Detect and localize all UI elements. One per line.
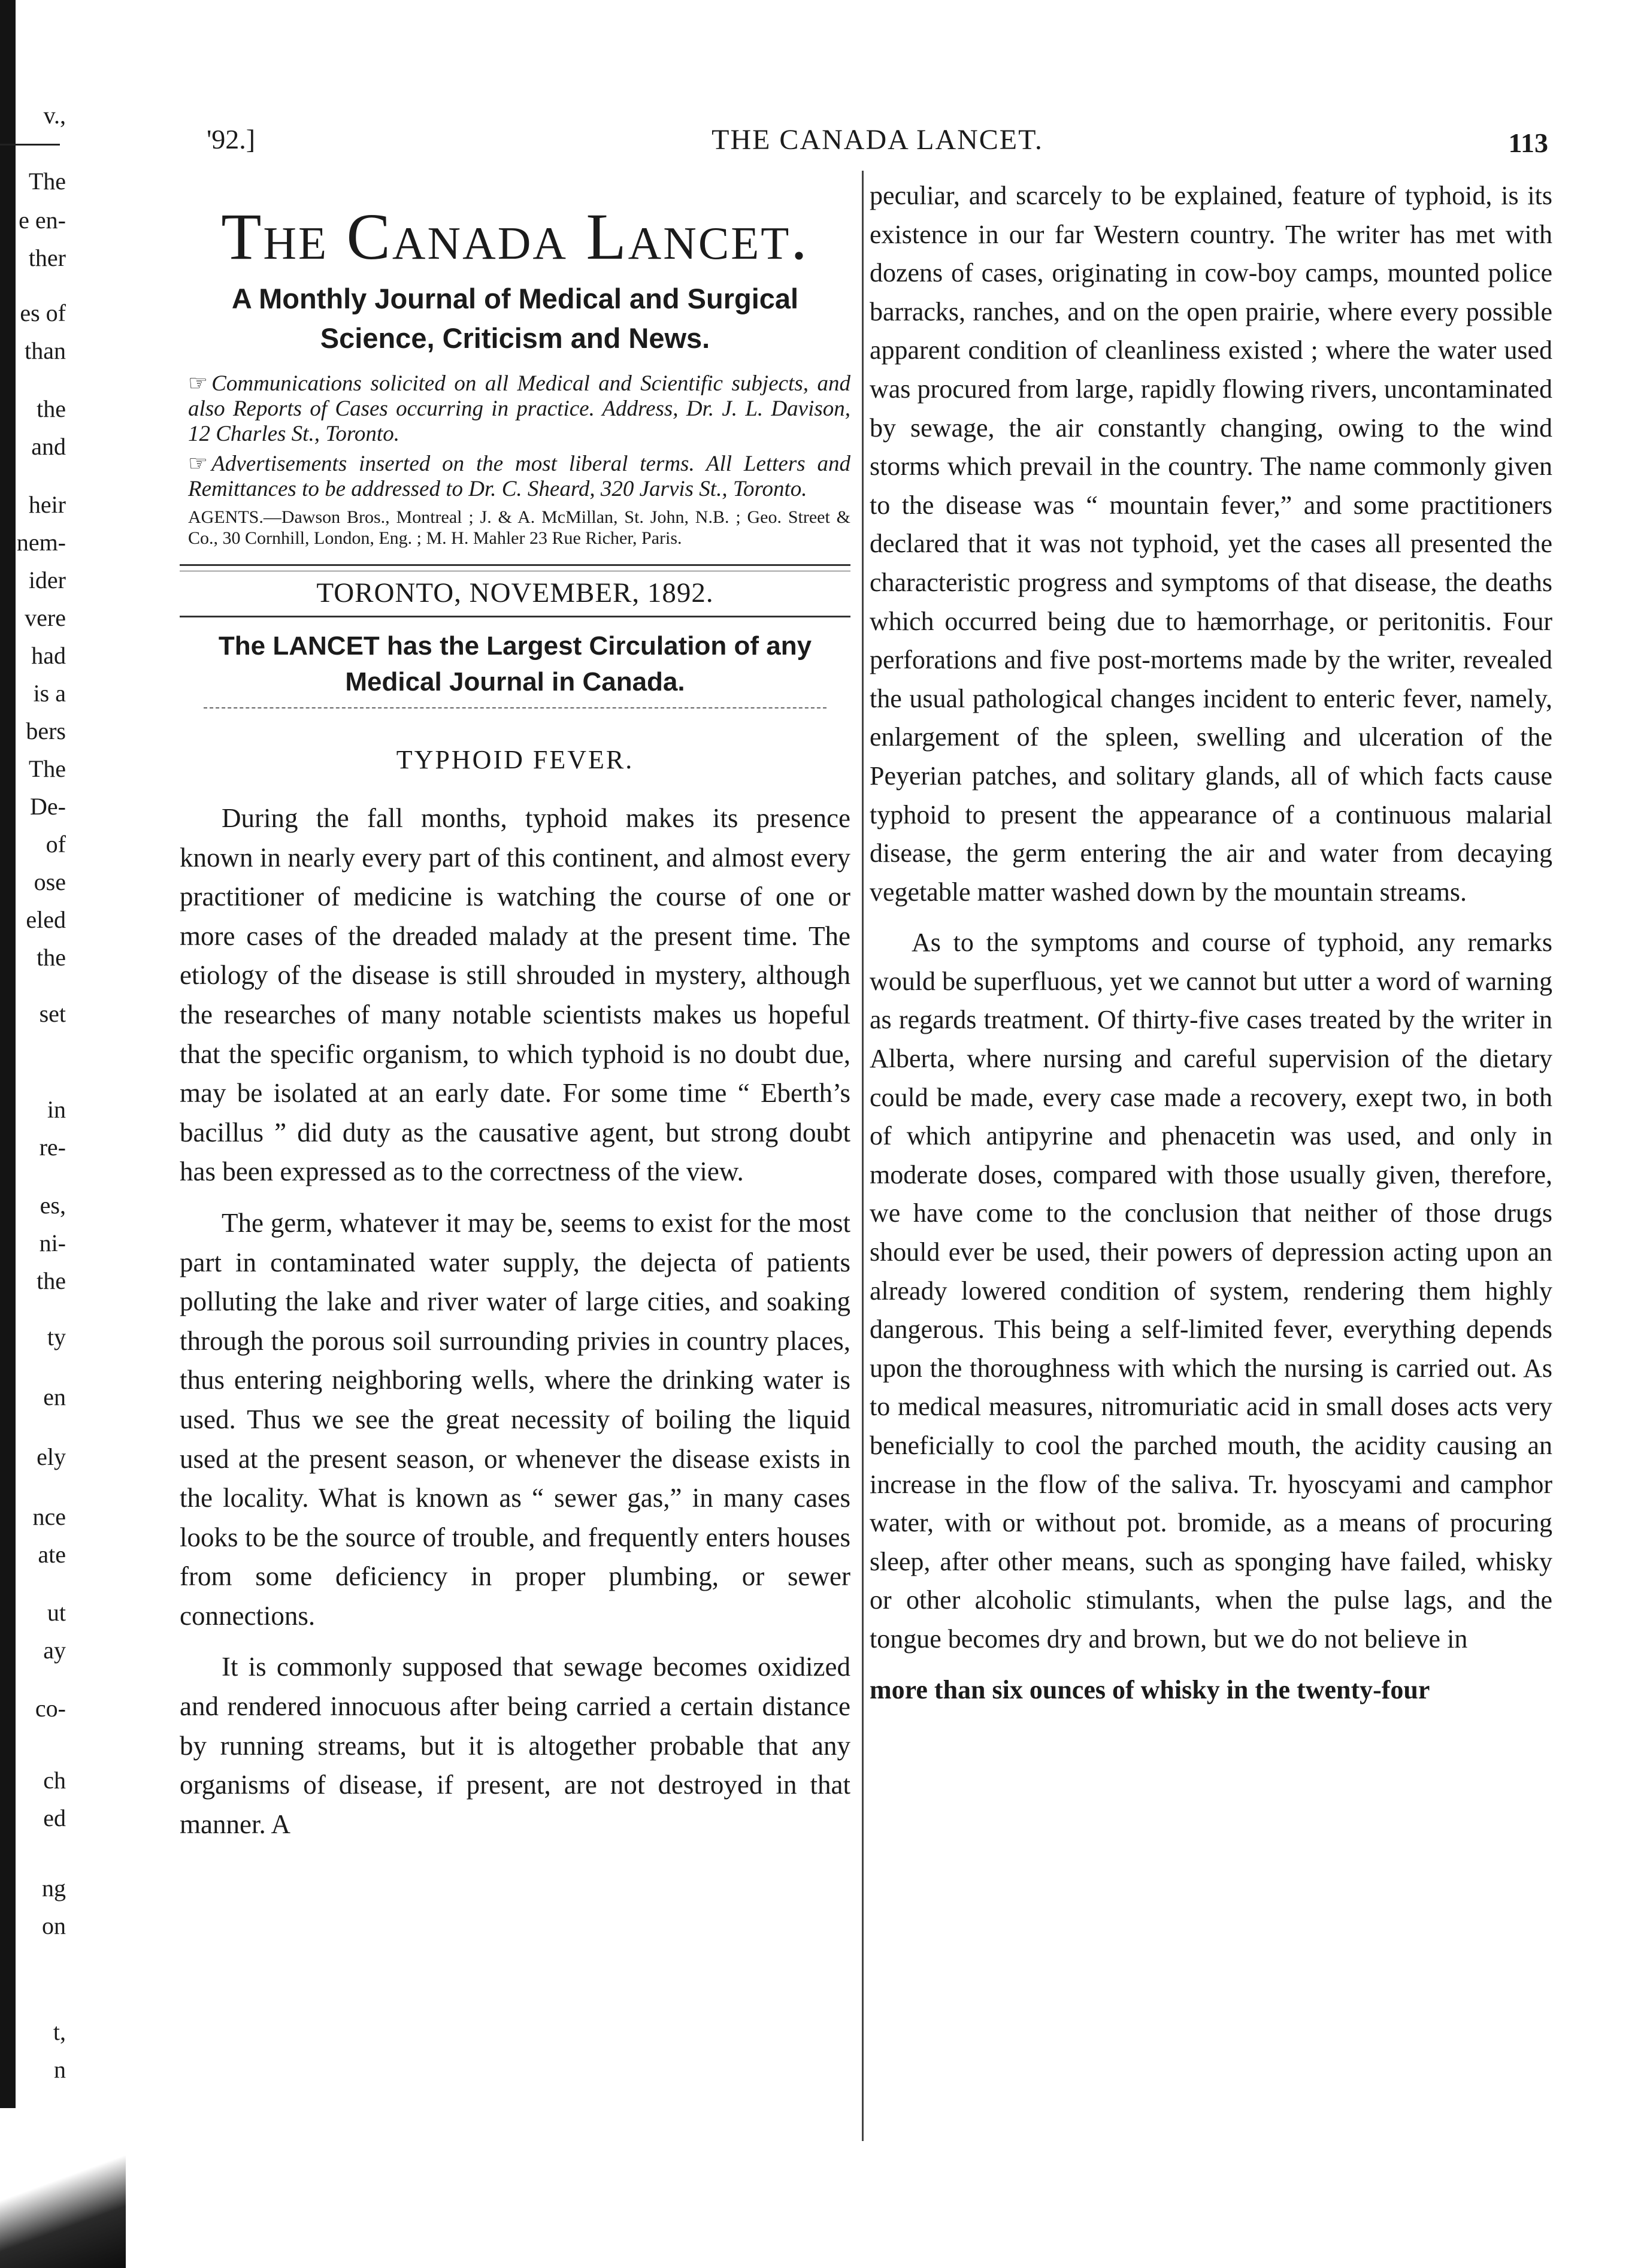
right-column (870, 177, 1552, 1721)
advertisements-notice (180, 452, 850, 502)
fragment: ed (43, 1804, 66, 1831)
paragraph: As to the symptoms and course of typhoid, any remarks would be superfluous, yet we cannot but utter a word of warning as regards treatment. Of thirty-five cases treated by the writer in Alberta, where nursing and careful supervision of the dietary could be made, every case made a recovery, exept two, in both of which antipyrine and phenacetin was used, and only in moderate doses, compared with those usually given, therefore, we have come to the conclusion that neither of those drugs should ever be used, their powers of depression acting upon an already lowered condition of system, rendering them highly dangerous. This being a self-limited fever, everything depends upon the thoroughness with which the nursing is carried out. As to medical measures, nitromuriatic acid in small doses acts very beneficially to cool the parched mouth, the acidity causing an increase in the flow of the saliva. Tr. hyoscyami and camphor water, with or without pot. bromide, as a means of procuring sleep, after other means, such as sponging have failed, whisky or other alcoholic stimulants, when the pulse lags, and the tongue becomes dry and brown, but we do not believe in (870, 928, 1552, 1654)
fragment: is a (33, 680, 66, 707)
previous-page-fragments (0, 90, 66, 2126)
paragraph: The germ, whatever it may be, seems to exist for the most part in contaminated water supply, the dejecta of patients polluting the lake and river water of large cities, and soaking through the porous soil surrounding privies in country places, thus entering neighboring wells, where the drinking water is used. Thus we see the great necessity of boiling the liquid used at the present season, or whenever the disease exists in the locality. What is known as “ sewer gas,” in many cases looks to be the source of trouble, and frequently enters houses from some deficiency in proper plumbing, or sewer connections. (180, 1207, 850, 1631)
fragment: the (37, 1267, 66, 1294)
fragment: vere (25, 604, 66, 631)
fragment: ch (43, 1767, 66, 1794)
running-head (207, 120, 1548, 162)
fragment: on (42, 1912, 66, 1939)
paragraph: It is commonly supposed that sewage becomes oxidized and rendered innocuous after being carried a certain distance by running streams, but it is altogether probable that any organisms of disease, if present, are not destroyed in that manner. A (180, 1652, 850, 1839)
rule (180, 616, 850, 617)
year-marker: '92.] (207, 124, 256, 155)
fragment: and (31, 433, 66, 460)
fragment: en (43, 1383, 66, 1410)
fragment: es of (20, 299, 66, 326)
fragment: v., (43, 102, 66, 129)
rule (204, 707, 826, 708)
fragment: ni- (39, 1230, 66, 1256)
fragment: had (31, 642, 66, 669)
paragraph: During the fall months, typhoid makes its presence known in nearly every part of this continent, and almost every practitioner of medicine is watching the course of one or more cases of the dreaded malady at the present time. The etiology of the disease is still shrouded in mystery, although the researches of many notable scientists makes us hopeful that the specific organism, to which typhoid is no doubt due, may be isolated at an early date. For some time “ Eberth’s bacillus ” did duty as the causative agent, but strong doubt has been expressed as to the correctness of the view. (180, 803, 850, 1187)
fragment: in (47, 1096, 66, 1123)
fragment: The (28, 755, 66, 782)
fragment: of (46, 831, 66, 858)
fragment: ty (47, 1324, 66, 1350)
advertisements-text: Advertisements inserted on the most liberal terms. All Letters and Remittances to be addressed to Dr. C. Sheard, 320 Jarvis St., Toronto. (188, 452, 850, 501)
dateline: TORONTO, NOVEMBER, 1892. (316, 577, 714, 608)
left-column (180, 180, 850, 1856)
fragment: ut (47, 1599, 66, 1626)
pointing-hand-icon: ☞ (188, 452, 208, 476)
fragment: re- (39, 1134, 66, 1161)
fragment: the (37, 944, 66, 971)
previous-page-rule (0, 144, 60, 146)
fragment: es, (40, 1192, 66, 1219)
fragment: ther (28, 244, 66, 271)
journal-running-title: THE CANADA LANCET. (712, 124, 1043, 156)
page-number: 113 (1508, 128, 1548, 158)
fragment: eled (26, 906, 66, 933)
fragment: The (28, 168, 66, 195)
fragment: nem- (16, 529, 66, 556)
fragment: set (39, 1000, 66, 1027)
fragment: ate (38, 1541, 66, 1568)
column-divider (862, 171, 864, 2141)
fragment: n (54, 2056, 66, 2083)
fragment: than (25, 337, 66, 364)
fragment: ider (28, 567, 66, 594)
fragment: ose (34, 868, 66, 895)
fragment: t, (53, 2018, 66, 2045)
scan-corner-shadow (0, 2108, 126, 2268)
fragment: ay (43, 1637, 66, 1664)
fragment: ng (42, 1875, 66, 1901)
communications-notice (180, 371, 850, 447)
fragment: De- (30, 793, 66, 820)
fragment: nce (32, 1503, 66, 1530)
article-title: TYPHOID FEVER. (396, 745, 634, 774)
pointing-hand-icon: ☞ (188, 371, 208, 396)
fragment: e en- (19, 207, 66, 234)
agents-list: AGENTS.—Dawson Bros., Montreal ; J. & A. McMillan, St. John, N.B. ; Geo. Street & Co., 30 Cornhill, London, Eng. ; M. H. Mahler 23 Rue Richer, Paris. (188, 507, 850, 548)
masthead-title: The Canada Lancet. (221, 200, 809, 273)
fragment: heir (28, 491, 66, 518)
fragment: ely (37, 1443, 66, 1470)
paragraph: peculiar, and scarcely to be explained, feature of typhoid, is its existence in our far Western country. The writer has met with dozens of cases, originating in cow-boy camps, mounted police barracks, ranches, and on the open prairie, where every possible apparent condition of cleanliness existed ; where the water used was procured from large, rapidly flowing rivers, uncontaminated by sewage, the air constantly changing, owing to the wind storms which prevail in the country. The name commonly given to the disease was “ mountain fever,” and some practitioners declared that it was not typhoid, yet the cases all presented the characteristic progress and symptoms of that disease, the deaths which occurred being due to hæmorrhage, or peritonitis. Four perforations and five post-mortems made by the writer, revealed the usual pathological changes incident to enteric fever, namely, enlargement of the spleen, swelling and ulceration of the Peyerian patches, and solitary glands, all of which facts cause typhoid to present the appearance of a continuous malarial disease, the germ entering the air and water from decaying vegetable matter washed down by the mountain streams. (870, 181, 1552, 907)
masthead-subtitle: A Monthly Journal of Medical and Surgical Science, Criticism and News. (231, 283, 799, 354)
fragment: the (37, 395, 66, 422)
circulation-notice: The LANCET has the Largest Circulation of any Medical Journal in Canada. (218, 631, 812, 697)
rule (180, 564, 850, 571)
communications-text: Communications solicited on all Medical and Scientific subjects, and also Reports of Cases occurring in practice. Address, Dr. J. L. Davison, 12 Charles St., Toronto. (188, 371, 850, 446)
paragraph-bold-line: more than six ounces of whisky in the twenty-four (870, 1674, 1430, 1704)
fragment: bers (26, 717, 66, 744)
fragment: co- (35, 1695, 66, 1722)
